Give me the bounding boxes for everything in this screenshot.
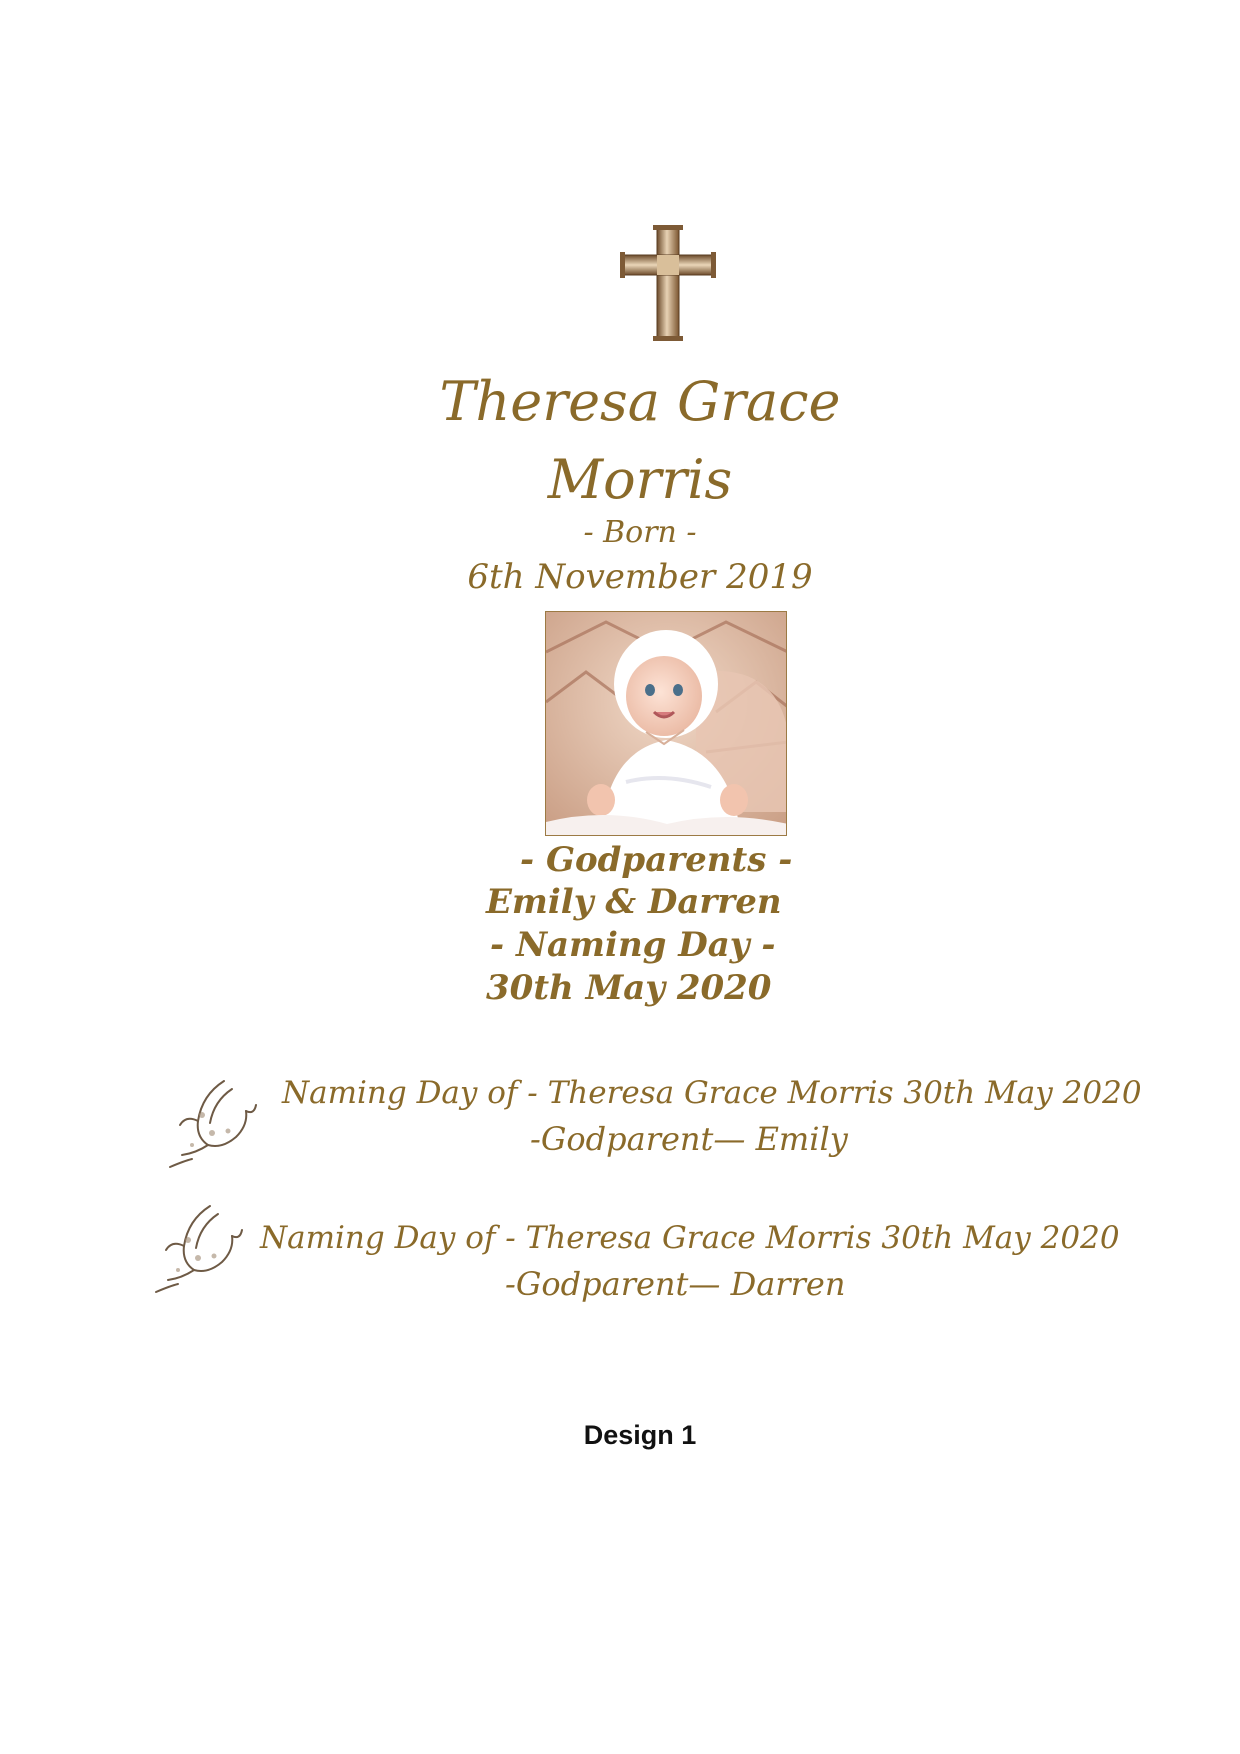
card-1-line-1: Naming Day of - Theresa Grace Morris 30th May 2020 (282, 1075, 1142, 1111)
born-label: - Born - (583, 515, 697, 550)
design-label: Design 1 (583, 1420, 697, 1450)
baby-photo (545, 611, 787, 836)
card-2-line-1: Naming Day of - Theresa Grace Morris 30th May 2020 (260, 1220, 1120, 1256)
praying-hands-icon (148, 1200, 244, 1296)
card-2-line-2: -Godparent— Darren (505, 1265, 846, 1303)
cross-icon (620, 225, 716, 341)
child-surname: Morris (547, 448, 733, 511)
godparents-label: - Godparents - (520, 840, 793, 880)
godparents-names: Emily & Darren (486, 882, 782, 922)
praying-hands-icon (162, 1075, 258, 1171)
child-first-names: Theresa Grace (439, 370, 841, 433)
naming-day-date: 30th May 2020 (486, 968, 772, 1008)
card-1-line-2: -Godparent— Emily (530, 1120, 848, 1158)
naming-day-label: - Naming Day - (490, 925, 776, 965)
birth-date: 6th November 2019 (467, 557, 813, 597)
